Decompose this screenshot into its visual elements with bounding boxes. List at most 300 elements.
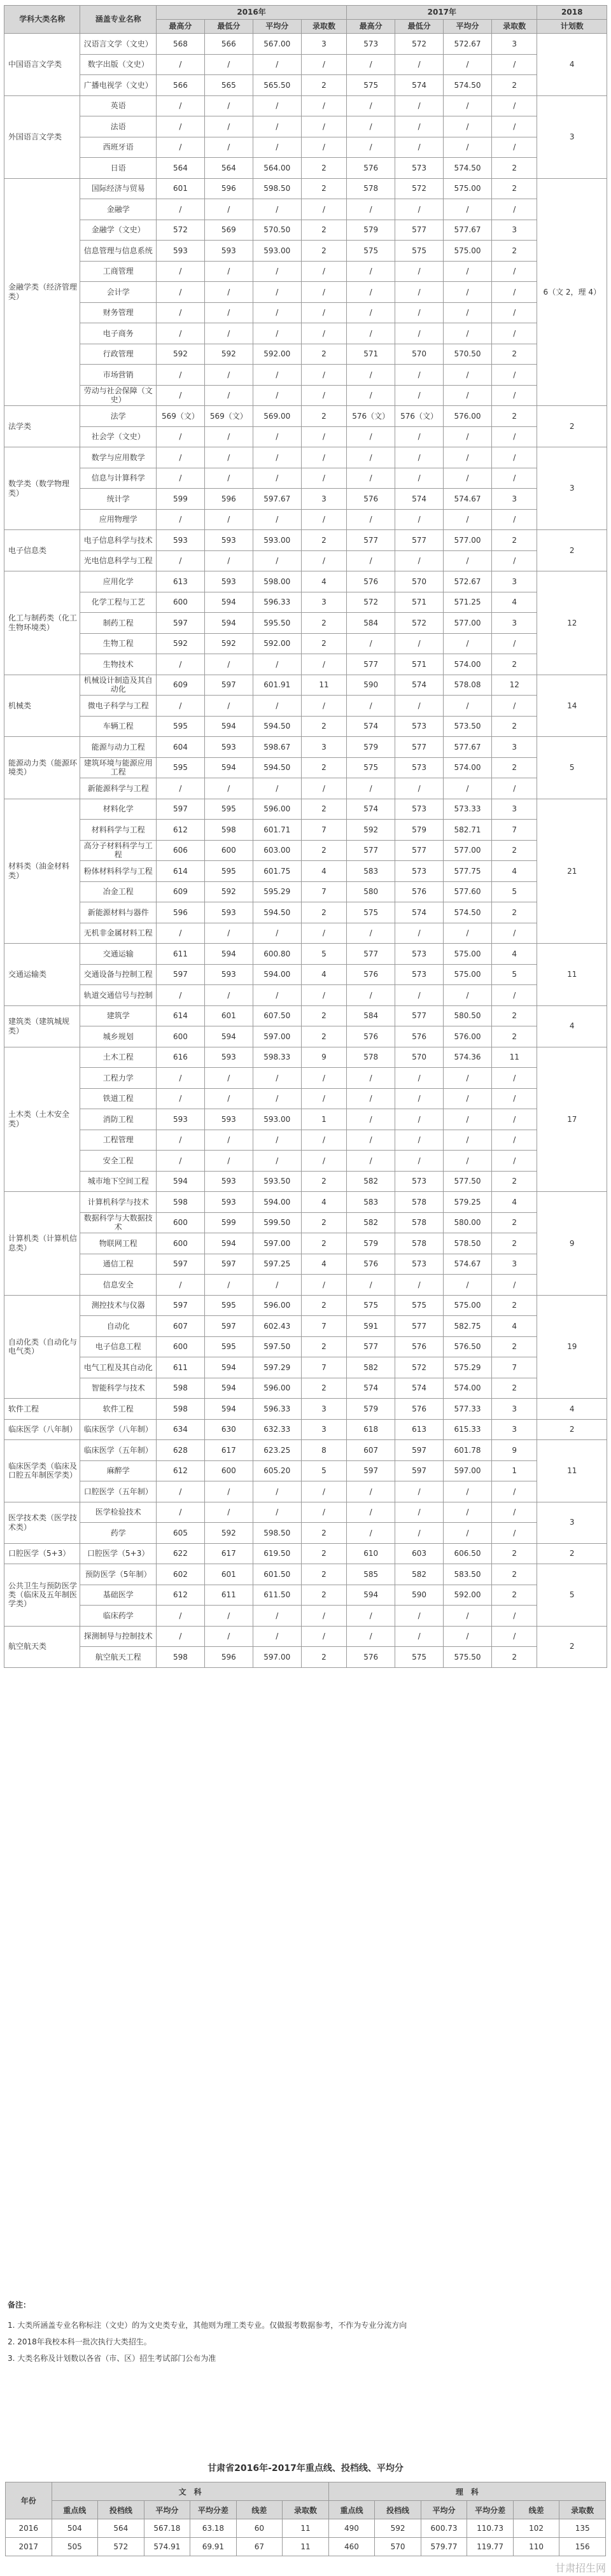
score-cell: / [395,509,444,530]
score-cell: / [204,116,253,137]
score-cell: 574 [395,489,444,510]
score-cell: / [395,778,444,799]
score-cell: / [491,302,537,323]
score-cell: 613 [156,571,204,592]
score-cell: / [491,985,537,1006]
score-cell: 4 [301,1192,347,1213]
major-cell: 信息与计算科学 [80,468,156,489]
table-row [4,302,607,323]
score-cell: / [395,1523,444,1544]
score-cell: 594 [204,1399,253,1420]
score-cell: 601 [156,178,204,199]
discipline-cell: 航空航天类 [4,1626,80,1667]
score-cell: 580.50 [444,1005,492,1026]
discipline-cell: 计算机类（计算机信息类） [4,1192,80,1296]
score-cell: / [301,282,347,303]
table-row [4,158,607,179]
score-cell: 609 [156,881,204,902]
table-row [4,571,607,592]
score-cell: / [204,1626,253,1647]
major-cell: 市场营销 [80,365,156,386]
score-cell: / [204,1606,253,1627]
major-cell: 车辆工程 [80,716,156,737]
score-cell: / [444,1523,492,1544]
major-cell: 冶金工程 [80,881,156,902]
score-cell: / [491,1275,537,1296]
score-cell: 565 [204,75,253,96]
score-cell: / [253,426,301,447]
score-cell: / [253,1068,301,1089]
score-cell: 575.00 [444,964,492,985]
score-cell: 576（文） [395,406,444,427]
score-cell: 603.00 [253,840,301,861]
major-cell: 汉语言文学（文史） [80,34,156,55]
table-row [4,964,607,985]
score-cell: 611 [156,1357,204,1378]
score-cell: / [491,323,537,344]
table-row [4,116,607,137]
plan-cell: 2 [537,530,607,571]
summary-subheader-row [6,2501,606,2519]
score-cell: 2 [301,1543,347,1564]
score-cell: 564 [156,158,204,179]
score-cell: / [156,654,204,675]
score-cell: / [156,1481,204,1502]
score-cell: / [156,1068,204,1089]
table-row [4,385,607,406]
score-cell: 4 [491,592,537,613]
plan-cell: 12 [537,571,607,675]
score-cell: / [301,1068,347,1089]
score-cell: / [347,633,395,654]
score-cell: / [156,696,204,717]
score-cell: 596.00 [253,1295,301,1316]
score-cell: 597 [156,1254,204,1275]
score-cell: 591 [347,1316,395,1337]
table-row [4,1378,607,1399]
col-discipline-header: 学科大类名称 [4,6,80,34]
table-row [4,881,607,902]
score-cell: 597.00 [253,1647,301,1668]
score-cell: / [491,550,537,571]
score-cell: 577 [347,530,395,551]
score-cell: 2 [491,716,537,737]
score-cell: / [444,1130,492,1151]
score-cell: / [204,1502,253,1523]
score-cell: 576.00 [444,1026,492,1047]
score-cell: 4 [491,861,537,882]
score-cell: / [491,385,537,406]
score-cell: 600 [156,1336,204,1357]
score-cell: 583.50 [444,1564,492,1585]
plan-cell: 3 [537,95,607,178]
score-cell: / [253,282,301,303]
table-row [4,1316,607,1337]
discipline-cell: 数学类（数学物理类） [4,447,80,530]
score-cell: 576 [395,1026,444,1047]
discipline-cell: 临床医学类（临床及口腔五年制医学类） [4,1440,80,1502]
score-cell: / [444,696,492,717]
score-cell: 579 [347,737,395,758]
score-cell: 594.00 [253,1192,301,1213]
score-cell: / [204,468,253,489]
score-cell: / [444,1481,492,1502]
score-cell: / [204,1275,253,1296]
score-cell: 3 [491,1254,537,1275]
score-cell: 598 [204,820,253,841]
score-cell: 3 [301,592,347,613]
score-cell: 2 [491,1005,537,1026]
score-cell: 595.29 [253,881,301,902]
note-item: 1. 大类所涵盖专业名称标注（文史）的为文史类专业，其他则为理工类专业。仅做报考数据参考，不作为专业分流方向 [8,2321,407,2330]
score-cell: / [253,1275,301,1296]
score-cell: / [395,137,444,158]
score-cell: / [395,468,444,489]
plan-cell: 4 [537,1399,607,1420]
score-cell: / [444,54,492,75]
score-cell: 9 [491,1440,537,1461]
table-row [4,902,607,923]
major-cell: 财务管理 [80,302,156,323]
score-cell: 2 [491,158,537,179]
score-cell: 574.67 [444,489,492,510]
score-cell: 600 [204,840,253,861]
score-cell: 575 [347,1295,395,1316]
score-cell: 597 [204,1254,253,1275]
score-cell: / [253,199,301,220]
score-cell: / [347,468,395,489]
score-cell: 578 [347,1047,395,1068]
major-cell: 信息安全 [80,1275,156,1296]
score-cell: 577 [347,944,395,965]
score-cell: 593 [156,1109,204,1130]
score-cell: / [444,509,492,530]
score-cell: / [347,1151,395,1172]
score-cell: 596.00 [253,1378,301,1399]
major-cell: 建筑学 [80,1005,156,1026]
table-row [4,1047,607,1068]
score-cell: 598 [156,1647,204,1668]
score-cell: / [444,95,492,116]
score-cell: / [491,633,537,654]
score-cell: 600 [156,1233,204,1254]
score-cell: 582 [395,1564,444,1585]
count-header: 录取数 [301,20,347,34]
summary-value-cell: 490 [328,2519,375,2538]
major-cell: 计算机科学与技术 [80,1192,156,1213]
summary-value-cell: 63.18 [190,2519,237,2538]
score-cell: / [301,447,347,468]
score-cell: 630 [204,1419,253,1440]
score-cell: 607.50 [253,1005,301,1026]
score-cell: 577 [395,530,444,551]
score-cell: 577.50 [444,1171,492,1192]
score-cell: 573 [395,944,444,965]
summary-value-cell: 60 [236,2519,283,2538]
score-cell: 594 [204,1026,253,1047]
table-row [4,1026,607,1047]
score-cell: / [491,426,537,447]
score-cell: / [301,116,347,137]
score-cell: 570 [395,571,444,592]
major-cell: 应用物理学 [80,509,156,530]
score-cell: 575.00 [444,178,492,199]
summary-table [5,2482,606,2556]
score-cell: / [301,985,347,1006]
score-cell: / [253,54,301,75]
score-cell: 2 [491,1564,537,1585]
score-cell: 594.00 [253,964,301,985]
score-cell: 2 [301,1295,347,1316]
score-cell: / [156,923,204,944]
score-cell: 3 [491,613,537,634]
score-cell: 577 [347,1336,395,1357]
score-cell: / [347,1109,395,1130]
table-row [4,1151,607,1172]
score-cell: 598.00 [253,571,301,592]
score-cell: 577.00 [444,613,492,634]
score-cell: / [491,696,537,717]
score-cell: / [347,426,395,447]
major-cell: 自动化 [80,1316,156,1337]
discipline-cell: 口腔医学（5+3） [4,1543,80,1564]
score-cell: / [204,550,253,571]
major-cell: 法语 [80,116,156,137]
score-cell: 597 [156,1295,204,1316]
major-cell: 轨道交通信号与控制 [80,985,156,1006]
major-cell: 国际经济与贸易 [80,178,156,199]
score-cell: 2 [301,1378,347,1399]
summary-row [6,2538,606,2556]
major-cell: 金融学 [80,199,156,220]
score-cell: 585 [347,1564,395,1585]
score-cell: 577.00 [444,840,492,861]
table-row [4,426,607,447]
score-cell: / [156,199,204,220]
score-cell: / [491,1151,537,1172]
table-row [4,220,607,241]
score-cell: 572 [395,178,444,199]
score-cell: 573.50 [444,716,492,737]
score-cell: / [347,323,395,344]
score-cell: / [156,1275,204,1296]
score-cell: / [395,95,444,116]
score-cell: 593 [156,530,204,551]
score-cell: / [301,302,347,323]
score-cell: / [204,199,253,220]
score-cell: 2 [301,613,347,634]
score-cell: 575 [347,75,395,96]
score-cell: / [347,1502,395,1523]
summary-value-cell: 11 [283,2519,329,2538]
major-cell: 医学检验技术 [80,1502,156,1523]
score-cell: / [395,985,444,1006]
score-cell: 3 [491,1419,537,1440]
score-cell: / [444,550,492,571]
score-cell: 579 [347,220,395,241]
score-cell: 576（文） [347,406,395,427]
major-cell: 通信工程 [80,1254,156,1275]
score-cell: / [301,323,347,344]
score-cell: 583 [347,861,395,882]
score-cell: 2 [491,1026,537,1047]
col-majors-header: 涵盖专业名称 [80,6,156,34]
table-body [4,34,607,1668]
score-cell: / [395,365,444,386]
score-cell: 575 [395,1647,444,1668]
score-cell: 7 [301,1316,347,1337]
score-cell: / [444,116,492,137]
major-cell: 新能源材料与器件 [80,902,156,923]
major-cell: 建筑环境与能源应用工程 [80,757,156,778]
score-cell: 593 [204,571,253,592]
score-cell: / [204,1130,253,1151]
score-cell: / [204,1151,253,1172]
score-cell: 2 [301,75,347,96]
score-cell: 575 [347,241,395,262]
score-cell: / [491,199,537,220]
major-cell: 金融学（文史） [80,220,156,241]
major-cell: 高分子材料科学与工程 [80,840,156,861]
score-cell: / [301,261,347,282]
score-cell: / [347,985,395,1006]
score-cell: / [395,1275,444,1296]
major-cell: 粉体材料科学与工程 [80,861,156,882]
score-cell: 2 [491,1543,537,1564]
discipline-cell: 公共卫生与预防医学类（临床及五年制医学类） [4,1564,80,1627]
score-cell: 572 [395,34,444,55]
score-cell: 572 [347,592,395,613]
summary-col-header: 投档线 [98,2501,144,2519]
score-cell: 3 [491,737,537,758]
score-cell: 578 [395,1212,444,1233]
major-cell: 工程力学 [80,1068,156,1089]
summary-value-cell: 110 [513,2538,559,2556]
table-row [4,1254,607,1275]
score-cell: 618 [347,1419,395,1440]
score-cell: / [395,1068,444,1089]
table-row [4,509,607,530]
score-cell: 2 [301,1585,347,1606]
score-cell: / [347,302,395,323]
score-cell: / [253,509,301,530]
score-cell: 599.50 [253,1212,301,1233]
major-cell: 微电子科学与工程 [80,696,156,717]
score-cell: 574.50 [444,902,492,923]
score-cell: 590 [395,1585,444,1606]
table-row [4,1481,607,1502]
score-cell: / [347,261,395,282]
summary-header-row [6,2482,606,2501]
score-cell: / [395,633,444,654]
score-cell: 597.29 [253,1357,301,1378]
score-cell: / [204,137,253,158]
score-cell: 597.00 [444,1460,492,1481]
score-cell: 578 [395,1192,444,1213]
score-cell: / [253,1502,301,1523]
plan-cell: 2 [537,1626,607,1667]
score-cell: / [253,302,301,323]
score-cell: / [156,54,204,75]
score-cell: / [491,923,537,944]
table-row [4,241,607,262]
table-row [4,137,607,158]
score-cell: 596 [204,489,253,510]
major-cell: 电子信息工程 [80,1336,156,1357]
score-cell: 604 [156,737,204,758]
score-cell: 572 [395,1357,444,1378]
summary-col-header: 投档线 [375,2501,421,2519]
score-cell: 4 [491,1192,537,1213]
score-cell: 577.33 [444,1399,492,1420]
score-cell: 577 [395,737,444,758]
score-cell: 565.50 [253,75,301,96]
major-cell: 口腔医学（5+3） [80,1543,156,1564]
score-cell: 2 [491,344,537,365]
discipline-cell: 材料类（油金材料类） [4,799,80,944]
score-cell: / [156,365,204,386]
score-cell: / [301,95,347,116]
score-cell: 2 [301,158,347,179]
score-cell: 592 [204,633,253,654]
score-cell: 603 [395,1543,444,1564]
score-cell: 593 [204,964,253,985]
score-cell: / [253,95,301,116]
plan-cell: 21 [537,799,607,944]
score-cell: 575 [395,1295,444,1316]
score-cell: / [301,365,347,386]
score-cell: 593 [156,241,204,262]
score-cell: / [347,385,395,406]
score-cell: / [347,509,395,530]
score-cell: 3 [491,1399,537,1420]
score-cell: 4 [491,944,537,965]
note-item: 2. 2018年我校本科一批次执行大类招生。 [8,2337,151,2346]
score-cell: 594 [204,716,253,737]
table-row [4,985,607,1006]
score-cell: 2 [301,530,347,551]
score-cell: 615.33 [444,1419,492,1440]
table-row [4,944,607,965]
score-cell: / [156,302,204,323]
table-row [4,799,607,820]
score-cell: 577 [395,1005,444,1026]
score-cell: / [253,985,301,1006]
score-cell: / [491,1109,537,1130]
table-row [4,489,607,510]
score-cell: 575.00 [444,1295,492,1316]
table-row [4,778,607,799]
score-cell: 597 [347,1460,395,1481]
table-row [4,344,607,365]
score-cell: 576 [347,489,395,510]
score-cell: 574 [347,716,395,737]
discipline-cell: 法学类 [4,406,80,447]
score-cell: 575.00 [444,944,492,965]
score-cell: 2 [491,1171,537,1192]
score-cell: 2 [301,220,347,241]
major-cell: 探测制导与控制技术 [80,1626,156,1647]
score-cell: 593 [204,241,253,262]
discipline-cell: 临床医学（八年制） [4,1419,80,1440]
score-cell: 2 [301,1564,347,1585]
score-cell: 573.33 [444,799,492,820]
score-cell: 5 [491,881,537,902]
summary-col-header: 平均分差 [467,2501,514,2519]
score-cell: 576 [347,1254,395,1275]
score-cell: 2 [301,1233,347,1254]
score-cell: 611.50 [253,1585,301,1606]
